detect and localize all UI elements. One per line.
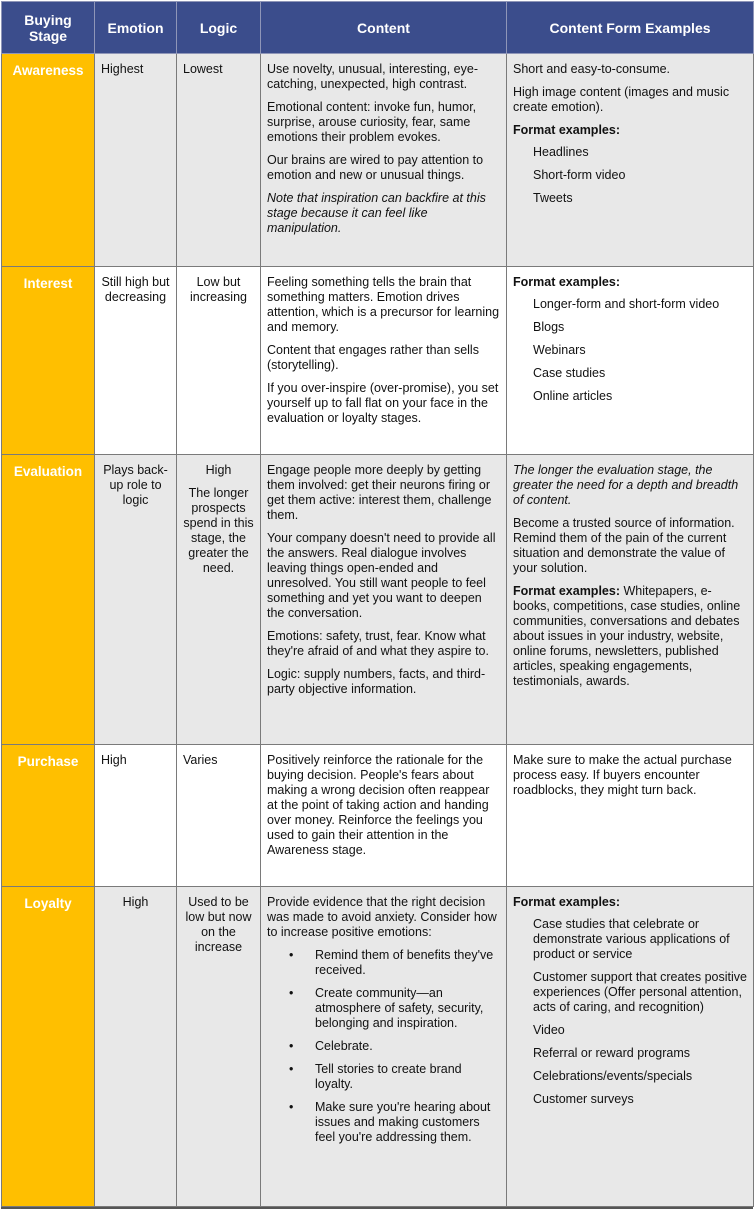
list-item: Headlines [533,145,589,159]
list-item [289,1100,500,1145]
format-examples-list [513,297,747,404]
forms-paragraph: Short and easy-to-consume. [513,62,671,76]
content-purchase [261,745,507,887]
bullet-list [267,948,500,1145]
bottom-divider [1,1207,753,1209]
row-purchase [2,745,754,887]
content-interest [261,267,507,455]
logic-value: High [205,463,232,477]
forms-paragraph: The longer the evaluation stage, the greater the need for a depth and breadth of content. [513,463,739,507]
stage-interest: Interest [2,267,95,455]
forms-paragraph: Make sure to make the actual purchase process easy. If buyers encounter roadblocks, they might turn back. [513,753,732,797]
list-item [289,1062,500,1092]
format-examples-label: Format examples: [513,895,620,909]
header-logic: Logic [177,2,261,54]
forms-evaluation [507,455,754,745]
content-paragraph: Emotional content: invoke fun, humor, surprise, arouse curiosity, fear, same emotions their problem evokes. [267,100,477,144]
list-item: Case studies that celebrate or demonstrate various applications of product or service [533,917,730,961]
list-item: Celebrations/events/specials [533,1069,693,1083]
list-item: Tweets [533,191,573,205]
stage-loyalty: Loyalty [2,887,95,1207]
header-content-form-examples: Content Form Examples [507,2,754,54]
content-paragraph: Use novelty, unusual, interesting, eye-catching, unexpected, high contrast. [267,62,478,91]
content-paragraph: Provide evidence that the right decision was made to avoid anxiety. Consider how to increase positive emotions: [267,895,497,939]
logic-note: The longer prospects spend in this stage, the greater the need. [183,486,254,575]
forms-paragraph: High image content (images and music create emotion). [513,85,730,114]
list-item: Customer support that creates positive experiences (Offer personal attention, acts of caring, and recognition) [533,970,747,1014]
content-loyalty [261,887,507,1207]
logic-awareness: Lowest [177,54,261,267]
stage-awareness: Awareness [2,54,95,267]
header-emotion: Emotion [95,2,177,54]
list-item: Webinars [533,343,586,357]
format-examples-label: Format examples: [513,275,620,289]
bullet-text: Make sure you're hearing about issues and making customers feel you're addressing them. [315,1100,491,1144]
stage-evaluation: Evaluation [2,455,95,745]
content-paragraph: Logic: supply numbers, facts, and third-party objective information. [267,667,486,696]
content-paragraph: Your company doesn't need to provide all the answers. Real dialogue involves leaving things open-ended and unresolved. You still want people to feel something and yet you want to deepen the conversation. [267,531,496,620]
row-loyalty [2,887,754,1207]
content-paragraph: If you over-inspire (over-promise), you set yourself up to fall flat on your face in the evaluation or loyalty stages. [267,381,499,425]
format-examples-text: Whitepapers, e-books, competitions, case studies, online communities, conversations and debates about issues in your industry, website, online forums, newsletters, published articles, speaking engagements, testimonials, awards. [513,584,741,688]
content-paragraph: Our brains are wired to pay attention to emotion and new or unusual things. [267,153,484,182]
content-paragraph: Content that engages rather than sells (storytelling). [267,343,479,372]
format-examples-label: Format examples: [513,584,620,598]
logic-evaluation [177,455,261,745]
list-item: Online articles [533,389,613,403]
bullet-icon: • [289,1039,294,1053]
list-item: Case studies [533,366,606,380]
emotion-evaluation: Plays back-up role to logic [95,455,177,745]
bullet-icon: • [289,986,294,1000]
content-evaluation [261,455,507,745]
emotion-interest: Still high but decreasing [95,267,177,455]
forms-loyalty [507,887,754,1207]
forms-paragraph: Become a trusted source of information. Remind them of the pain of the current situation and demonstrate the value of your solution. [513,516,735,575]
emotion-loyalty: High [95,887,177,1207]
header-content: Content [261,2,507,54]
list-item: Video [533,1023,565,1037]
bullet-icon: • [289,1100,294,1114]
content-awareness [261,54,507,267]
stage-purchase: Purchase [2,745,95,887]
format-examples-list [513,917,747,1107]
list-item: Customer surveys [533,1092,634,1106]
list-item: Referral or reward programs [533,1046,690,1060]
header-buying-stage: Buying Stage [2,2,95,54]
content-paragraph: Engage people more deeply by getting them involved: get their neurons firing or get them active: interest them, challenge them. [267,463,492,522]
forms-purchase [507,745,754,887]
buying-stage-table [1,1,754,1207]
forms-awareness [507,54,754,267]
bullet-icon: • [289,1062,294,1076]
forms-interest [507,267,754,455]
content-note: Note that inspiration can backfire at this stage because it can feel like manipulation. [267,191,486,235]
bullet-icon: • [289,948,294,962]
list-item [289,1039,500,1054]
logic-purchase: Varies [177,745,261,887]
list-item [289,948,500,978]
logic-loyalty: Used to be low but now on the increase [177,887,261,1207]
content-paragraph: Feeling something tells the brain that something matters. Emotion drives attention, which is a precursor for learning and memory. [267,275,500,334]
list-item: Longer-form and short-form video [533,297,720,311]
emotion-awareness: Highest [95,54,177,267]
list-item: Blogs [533,320,565,334]
row-awareness [2,54,754,267]
format-examples-label: Format examples: [513,123,620,137]
list-item: Short-form video [533,168,626,182]
list-item [289,986,500,1031]
content-paragraph: Positively reinforce the rationale for the buying decision. People's fears about making a wrong decision often reappear at the point of taking action and handing over money. Reinforce the feelings you used to gain their attention in the Awareness stage. [267,753,490,857]
bullet-text: Create community—an atmosphere of safety, security, belonging and inspiration. [315,986,484,1030]
content-paragraph: Emotions: safety, trust, fear. Know what they're afraid of and what they aspire to. [267,629,489,658]
format-examples-list [513,145,747,206]
format-examples-paragraph [513,584,747,689]
bullet-text: Celebrate. [315,1039,373,1053]
row-interest [2,267,754,455]
emotion-purchase: High [95,745,177,887]
logic-interest: Low but increasing [177,267,261,455]
bullet-text: Tell stories to create brand loyalty. [315,1062,462,1091]
header-row [2,2,754,54]
row-evaluation [2,455,754,745]
bullet-text: Remind them of benefits they've received. [315,948,494,977]
